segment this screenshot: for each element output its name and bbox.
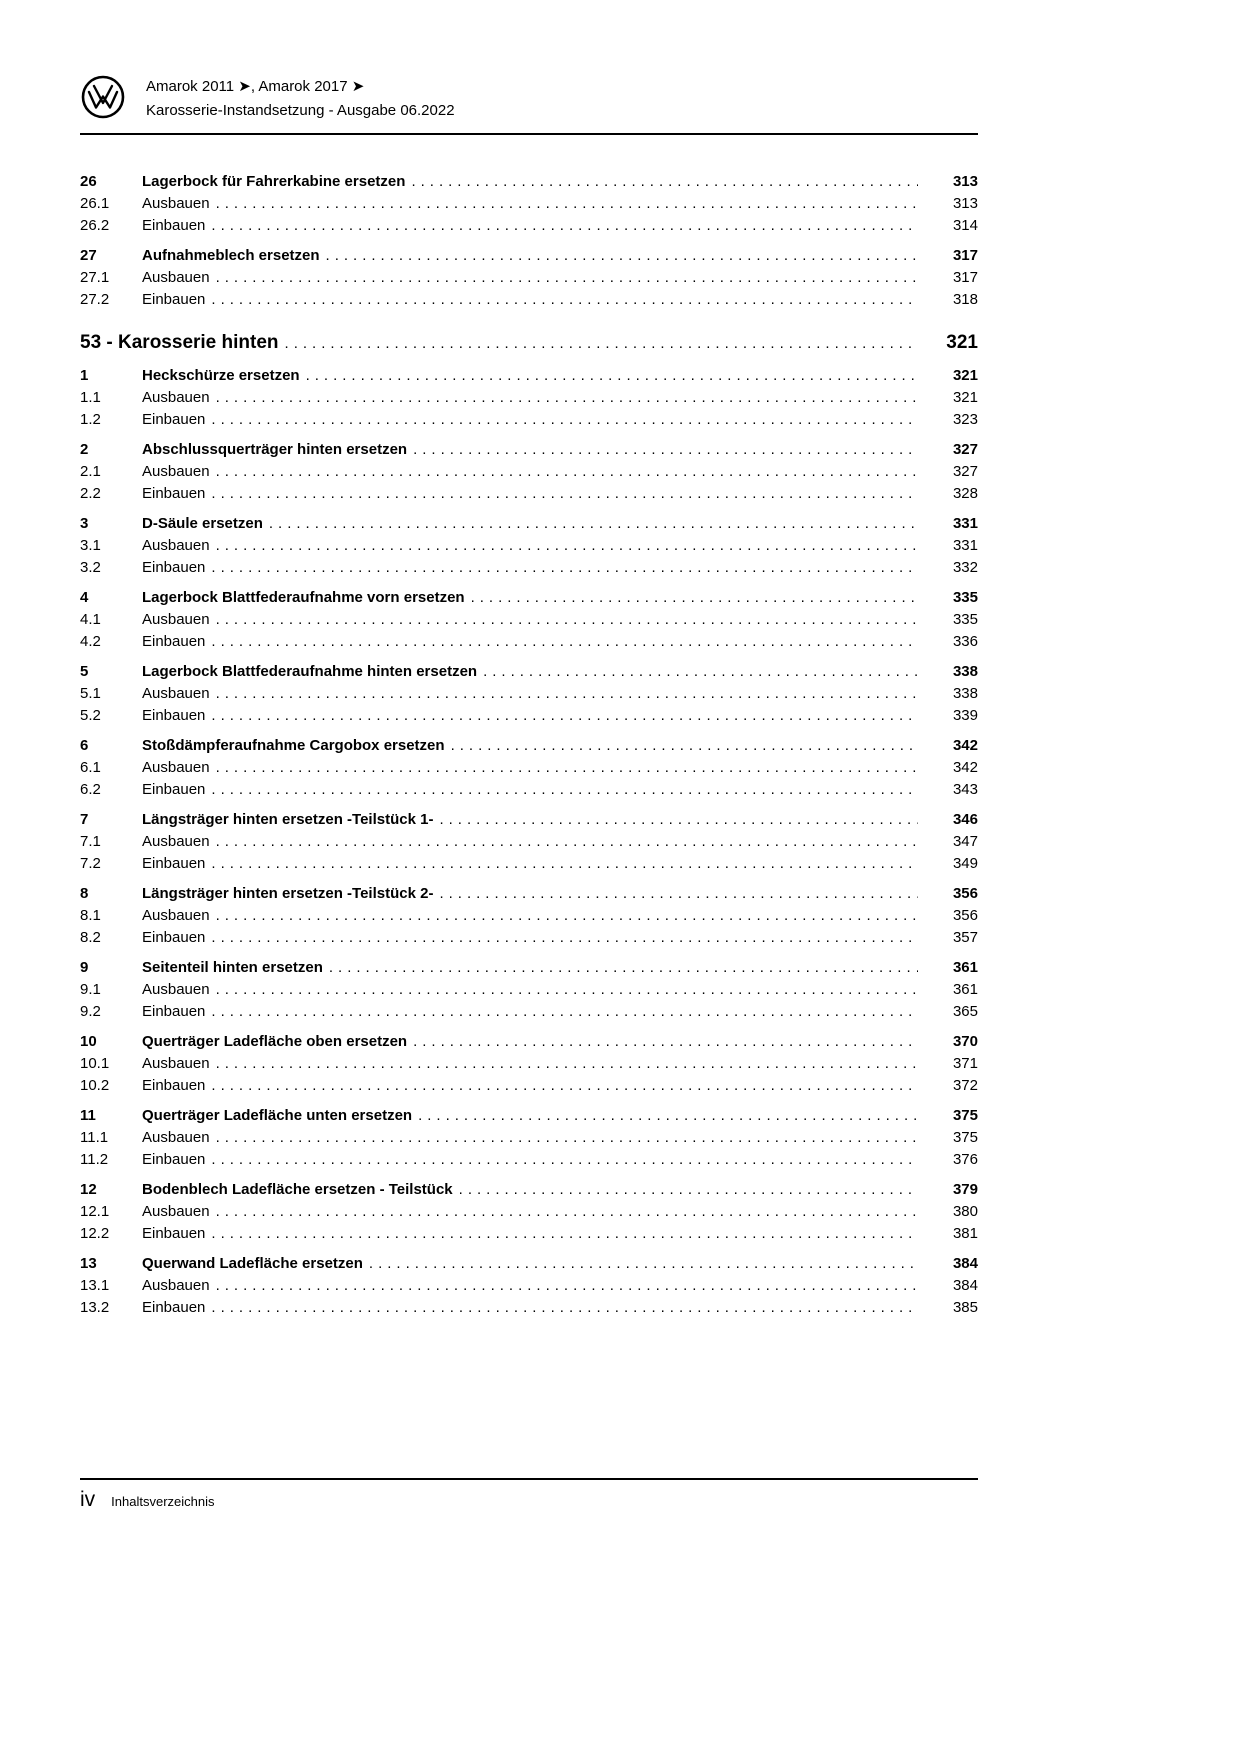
toc-entry xyxy=(80,1275,978,1297)
dot-leader xyxy=(216,979,918,1001)
toc-entry-page: 349 xyxy=(952,855,978,872)
toc-entry-title: Einbauen xyxy=(142,411,206,428)
toc-entry xyxy=(80,171,978,193)
toc-entry-number: 7.1 xyxy=(80,833,101,850)
toc-entry-page: 335 xyxy=(952,611,978,628)
toc-entry xyxy=(80,831,978,853)
toc-entry-page: 356 xyxy=(952,885,978,902)
toc-entry xyxy=(80,1297,978,1319)
toc-entry-title: Einbauen xyxy=(142,1003,206,1020)
toc-entry-title: Aufnahmeblech ersetzen xyxy=(142,247,320,264)
dot-leader xyxy=(216,193,918,215)
toc-entry-page: 338 xyxy=(952,685,978,702)
toc-entry-page: 321 xyxy=(952,367,978,384)
toc-entry-title: Lagerbock Blattfederaufnahme hinten ersetzen xyxy=(142,663,478,680)
toc-entry-title: Längsträger hinten ersetzen -Teilstück 2- xyxy=(142,885,434,902)
dot-leader xyxy=(211,409,918,431)
toc-entry-number: 4.1 xyxy=(80,611,101,628)
toc-list xyxy=(80,163,978,1319)
toc-entry-number: 13 xyxy=(80,1255,97,1272)
toc-entry-page: 371 xyxy=(952,1055,978,1072)
toc-entry xyxy=(80,245,978,267)
toc-entry xyxy=(80,1149,978,1171)
toc-entry-page: 372 xyxy=(952,1077,978,1094)
toc-entry-number: 26.1 xyxy=(80,195,110,212)
dot-leader xyxy=(216,683,918,705)
toc-entry-page: 379 xyxy=(952,1181,978,1198)
toc-entry-number: 2 xyxy=(80,441,89,458)
toc-entry-number: 7.2 xyxy=(80,855,101,872)
toc-entry-title: Einbauen xyxy=(142,1151,206,1168)
toc-entry-number: 27 xyxy=(80,247,97,264)
toc-entry-number: 12 xyxy=(80,1181,97,1198)
toc-entry-page: 365 xyxy=(952,1003,978,1020)
toc-entry xyxy=(80,957,978,979)
dot-leader xyxy=(369,1253,918,1275)
toc-entry-title: Ausbauen xyxy=(142,907,210,924)
page-footer xyxy=(80,1478,978,1512)
toc-entry-number: 10.2 xyxy=(80,1077,110,1094)
toc-entry-title: Abschlussquerträger hinten ersetzen xyxy=(142,441,408,458)
dot-leader xyxy=(269,513,918,535)
toc-entry-title: Einbauen xyxy=(142,1225,206,1242)
toc-entry-title: D-Säule ersetzen xyxy=(142,515,263,532)
toc-entry xyxy=(80,387,978,409)
toc-entry xyxy=(80,267,978,289)
toc-entry-number: 12.2 xyxy=(80,1225,110,1242)
toc-entry-number: 2.1 xyxy=(80,463,101,480)
header-subtitle: Karosserie-Instandsetzung - Ausgabe 06.2022 xyxy=(146,102,455,119)
toc-entry-title: Ausbauen xyxy=(142,195,210,212)
toc-entry xyxy=(80,631,978,653)
toc-entry-page: 381 xyxy=(952,1225,978,1242)
toc-entry xyxy=(80,461,978,483)
toc-entry-page: 331 xyxy=(952,537,978,554)
toc-entry xyxy=(80,705,978,727)
toc-entry xyxy=(80,409,978,431)
toc-entry xyxy=(80,757,978,779)
toc-entry-number: 11.1 xyxy=(80,1129,109,1146)
toc-entry xyxy=(80,661,978,683)
toc-entry-title: Ausbauen xyxy=(142,269,210,286)
toc-entry xyxy=(80,1053,978,1075)
toc-entry xyxy=(80,587,978,609)
toc-entry-number: 1.2 xyxy=(80,411,101,428)
page-header xyxy=(80,74,978,135)
dot-leader xyxy=(211,853,918,875)
dot-leader xyxy=(459,1179,918,1201)
toc-entry-title: Einbauen xyxy=(142,485,206,502)
toc-entry-number: 8 xyxy=(80,885,89,902)
toc-entry xyxy=(80,329,978,357)
toc-entry xyxy=(80,439,978,461)
toc-entry xyxy=(80,683,978,705)
toc-entry-title: Ausbauen xyxy=(142,537,210,554)
toc-entry xyxy=(80,809,978,831)
dot-leader xyxy=(216,831,918,853)
toc-entry-title: Lagerbock für Fahrerkabine ersetzen xyxy=(142,173,406,190)
toc-entry xyxy=(80,557,978,579)
toc-entry-page: 370 xyxy=(952,1033,978,1050)
dot-leader xyxy=(413,439,918,461)
toc-entry-number: 9.2 xyxy=(80,1003,101,1020)
toc-entry-number: 8.2 xyxy=(80,929,101,946)
footer-page-number: iv xyxy=(80,1488,96,1511)
toc-entry-page: 384 xyxy=(952,1255,978,1272)
dot-leader xyxy=(411,171,918,193)
dot-leader xyxy=(211,1001,918,1023)
dot-leader xyxy=(211,631,918,653)
toc-entry-number: 5 xyxy=(80,663,89,680)
toc-entry-title: Einbauen xyxy=(142,855,206,872)
dot-leader xyxy=(216,461,918,483)
toc-entry-number: 26.2 xyxy=(80,217,110,234)
toc-entry-number: 12.1 xyxy=(80,1203,110,1220)
toc-entry-number: 3 xyxy=(80,515,89,532)
toc-entry-title: Stoßdämpferaufnahme Cargobox ersetzen xyxy=(142,737,445,754)
toc-entry-number: 10 xyxy=(80,1033,97,1050)
header-models: Amarok 2011 ➤, Amarok 2017 ➤ xyxy=(146,78,365,95)
toc-entry-page: 380 xyxy=(952,1203,978,1220)
toc-entry-page: 375 xyxy=(952,1129,978,1146)
toc-entry xyxy=(80,193,978,215)
toc-entry-page: 376 xyxy=(952,1151,978,1168)
toc-entry-number: 1 xyxy=(80,367,89,384)
toc-entry-number: 4 xyxy=(80,589,89,606)
toc-entry-page: 338 xyxy=(952,663,978,680)
dot-leader xyxy=(211,1149,918,1171)
toc-entry-page: 347 xyxy=(952,833,978,850)
toc-entry-number: 1.1 xyxy=(80,389,101,406)
dot-leader xyxy=(211,927,918,949)
toc-entry xyxy=(80,1105,978,1127)
dot-leader xyxy=(211,557,918,579)
toc-entry-title: Ausbauen xyxy=(142,1203,210,1220)
toc-entry-title: Ausbauen xyxy=(142,981,210,998)
toc-entry-title: Ausbauen xyxy=(142,463,210,480)
dot-leader xyxy=(413,1031,918,1053)
toc-entry-title: Einbauen xyxy=(142,633,206,650)
toc-entry-page: 384 xyxy=(952,1277,978,1294)
toc-entry-page: 332 xyxy=(952,559,978,576)
toc-entry-title: Einbauen xyxy=(142,707,206,724)
toc-entry-number: 13.2 xyxy=(80,1299,110,1316)
toc-entry-page: 313 xyxy=(952,195,978,212)
toc-entry-number: 3.1 xyxy=(80,537,101,554)
toc-entry-page: 375 xyxy=(952,1107,978,1124)
toc-entry-number: 8.1 xyxy=(80,907,101,924)
toc-entry-title: Einbauen xyxy=(142,781,206,798)
toc-entry xyxy=(80,483,978,505)
toc-entry-title: Ausbauen xyxy=(142,1055,210,1072)
toc-entry xyxy=(80,1031,978,1053)
toc-entry xyxy=(80,905,978,927)
toc-entry-page: 357 xyxy=(952,929,978,946)
toc-entry xyxy=(80,609,978,631)
toc-entry-page: 327 xyxy=(952,463,978,480)
dot-leader xyxy=(211,215,918,237)
toc-entry-title: Lagerbock Blattfederaufnahme vorn ersetzen xyxy=(142,589,465,606)
toc-entry xyxy=(80,1001,978,1023)
toc-entry-number: 27.1 xyxy=(80,269,110,286)
dot-leader xyxy=(451,735,918,757)
dot-leader xyxy=(216,757,918,779)
toc-entry xyxy=(80,735,978,757)
toc-entry-title: Ausbauen xyxy=(142,1129,210,1146)
toc-entry-number: 6 xyxy=(80,737,89,754)
dot-leader xyxy=(211,1075,918,1097)
toc-entry-page: 346 xyxy=(952,811,978,828)
toc-entry-number: 7 xyxy=(80,811,89,828)
toc-entry-title: Bodenblech Ladefläche ersetzen - Teilstück xyxy=(142,1181,453,1198)
dot-leader xyxy=(439,809,918,831)
dot-leader xyxy=(306,365,918,387)
dot-leader xyxy=(216,267,918,289)
toc-entry-page: 361 xyxy=(952,959,978,976)
toc-entry xyxy=(80,883,978,905)
dot-leader xyxy=(216,535,918,557)
toc-entry-page: 323 xyxy=(952,411,978,428)
toc-entry xyxy=(80,1201,978,1223)
toc-entry xyxy=(80,289,978,311)
toc-entry xyxy=(80,979,978,1001)
header-titles xyxy=(146,74,455,123)
toc-entry-page: 321 xyxy=(946,332,978,353)
toc-entry xyxy=(80,535,978,557)
toc-entry-number: 9 xyxy=(80,959,89,976)
toc-entry-title: Ausbauen xyxy=(142,685,210,702)
toc-entry-page: 314 xyxy=(952,217,978,234)
dot-leader xyxy=(483,661,918,683)
toc-entry-page: 327 xyxy=(952,441,978,458)
toc-entry-title: Querträger Ladefläche unten ersetzen xyxy=(142,1107,413,1124)
toc-entry-title: Einbauen xyxy=(142,929,206,946)
toc-entry-page: 321 xyxy=(952,389,978,406)
toc-entry-page: 342 xyxy=(952,759,978,776)
toc-entry-title: Einbauen xyxy=(142,1077,206,1094)
toc-entry-title: Einbauen xyxy=(142,1299,206,1316)
toc-entry-number: 6.2 xyxy=(80,781,101,798)
dot-leader xyxy=(216,905,918,927)
toc-entry-number: 6.1 xyxy=(80,759,101,776)
toc-entry-page: 385 xyxy=(952,1299,978,1316)
toc-entry-page: 317 xyxy=(952,269,978,286)
toc-entry-number: 5.2 xyxy=(80,707,101,724)
dot-leader xyxy=(216,1275,918,1297)
toc-entry-page: 335 xyxy=(952,589,978,606)
toc-entry-number: 4.2 xyxy=(80,633,101,650)
dot-leader xyxy=(216,609,918,631)
toc-entry-page: 343 xyxy=(952,781,978,798)
toc-entry-number: 13.1 xyxy=(80,1277,110,1294)
dot-leader xyxy=(216,1053,918,1075)
toc-entry-number: 3.2 xyxy=(80,559,101,576)
toc-entry-number: 11 xyxy=(80,1107,96,1124)
toc-entry xyxy=(80,365,978,387)
dot-leader xyxy=(211,1297,918,1319)
toc-entry-page: 331 xyxy=(952,515,978,532)
toc-entry-page: 336 xyxy=(952,633,978,650)
dot-leader xyxy=(216,1201,918,1223)
toc-entry-page: 356 xyxy=(952,907,978,924)
toc-entry-page: 342 xyxy=(952,737,978,754)
dot-leader xyxy=(211,289,918,311)
toc-entry-title: Querwand Ladefläche ersetzen xyxy=(142,1255,363,1272)
toc-entry xyxy=(80,853,978,875)
toc-entry-title: Ausbauen xyxy=(142,1277,210,1294)
toc-entry xyxy=(80,1075,978,1097)
toc-entry xyxy=(80,1127,978,1149)
toc-entry-title: Ausbauen xyxy=(142,833,210,850)
dot-leader xyxy=(216,387,918,409)
dot-leader xyxy=(285,330,918,358)
toc-entry xyxy=(80,927,978,949)
toc-entry-number: 5.1 xyxy=(80,685,101,702)
toc-entry-page: 361 xyxy=(952,981,978,998)
toc-entry-title: Heckschürze ersetzen xyxy=(142,367,300,384)
toc-entry-title: Ausbauen xyxy=(142,389,210,406)
dot-leader xyxy=(211,779,918,801)
toc-entry-title: Ausbauen xyxy=(142,759,210,776)
toc-entry-title: Seitenteil hinten ersetzen xyxy=(142,959,323,976)
toc-entry-page: 317 xyxy=(952,247,978,264)
dot-leader xyxy=(211,483,918,505)
vw-logo-icon xyxy=(80,74,126,120)
toc-entry xyxy=(80,1179,978,1201)
toc-entry-title: Ausbauen xyxy=(142,611,210,628)
dot-leader xyxy=(216,1127,918,1149)
toc-entry-page: 313 xyxy=(952,173,978,190)
toc-entry xyxy=(80,513,978,535)
toc-entry-page: 318 xyxy=(952,291,978,308)
footer-label: Inhaltsverzeichnis xyxy=(111,1494,215,1509)
dot-leader xyxy=(439,883,918,905)
toc-entry-title: Einbauen xyxy=(142,559,206,576)
toc-entry-number: 2.2 xyxy=(80,485,101,502)
toc-entry-title: Längsträger hinten ersetzen -Teilstück 1- xyxy=(142,811,434,828)
dot-leader xyxy=(326,245,918,267)
toc-entry xyxy=(80,779,978,801)
toc-entry-title: Einbauen xyxy=(142,291,206,308)
toc-entry-number: 27.2 xyxy=(80,291,110,308)
toc-entry xyxy=(80,1253,978,1275)
toc-entry-title: 53 - Karosserie hinten xyxy=(80,332,279,353)
toc-entry-number: 10.1 xyxy=(80,1055,110,1072)
dot-leader xyxy=(211,705,918,727)
toc-entry-number: 9.1 xyxy=(80,981,101,998)
toc-entry-page: 328 xyxy=(952,485,978,502)
dot-leader xyxy=(211,1223,918,1245)
toc-entry xyxy=(80,215,978,237)
toc-entry xyxy=(80,1223,978,1245)
toc-entry-number: 26 xyxy=(80,173,97,190)
toc-entry-number: 11.2 xyxy=(80,1151,109,1168)
toc-entry-page: 339 xyxy=(952,707,978,724)
dot-leader xyxy=(471,587,918,609)
dot-leader xyxy=(329,957,918,979)
toc-entry-title: Einbauen xyxy=(142,217,206,234)
toc-entry-title: Querträger Ladefläche oben ersetzen xyxy=(142,1033,408,1050)
dot-leader xyxy=(418,1105,918,1127)
